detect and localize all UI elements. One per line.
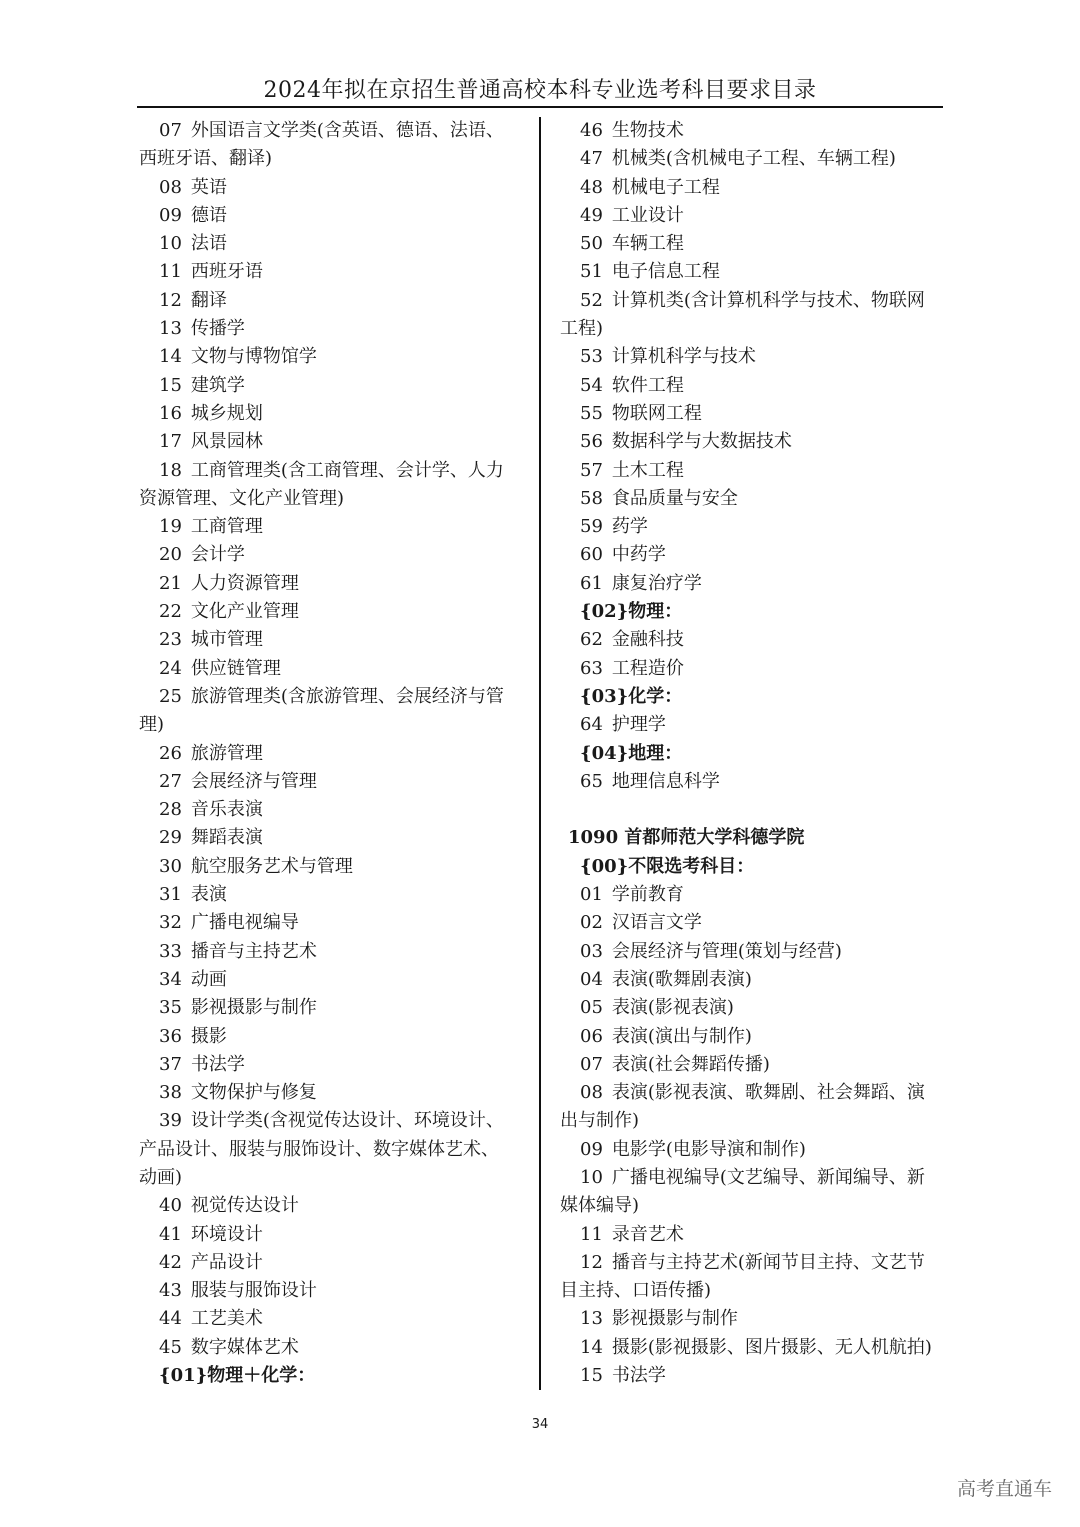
major-name: 地理信息科学 bbox=[611, 770, 720, 792]
major-item bbox=[560, 202, 944, 230]
major-name: 服装与服饰设计 bbox=[190, 1280, 317, 1302]
major-name: 文物与博物馆学 bbox=[190, 346, 317, 368]
major-name: 视觉传达设计 bbox=[190, 1195, 299, 1217]
major-code: 08 bbox=[580, 1082, 603, 1104]
major-name: 城乡规划 bbox=[190, 402, 263, 424]
major-code: 64 bbox=[580, 714, 603, 736]
major-item bbox=[560, 174, 944, 202]
major-name: 软件工程 bbox=[611, 374, 684, 396]
major-code: 53 bbox=[580, 346, 603, 368]
major-name: 旅游管理类(含旅游管理、会展经济与管 bbox=[190, 685, 504, 707]
institution-heading: 1090 首都师范大学科德学院 bbox=[568, 827, 805, 849]
major-name: 计算机类(含计算机科学与技术、物联网 bbox=[611, 289, 925, 311]
major-code: 19 bbox=[159, 516, 182, 538]
major-name: 人力资源管理 bbox=[190, 572, 299, 594]
major-item bbox=[139, 513, 527, 541]
major-code: 14 bbox=[580, 1336, 603, 1358]
major-code: 22 bbox=[159, 601, 182, 623]
major-name: 环境设计 bbox=[190, 1223, 263, 1245]
major-name: 会展经济与管理(策划与经营) bbox=[611, 940, 842, 962]
major-name: 电子信息工程 bbox=[611, 261, 720, 283]
major-code: 46 bbox=[580, 120, 603, 141]
major-name: 录音艺术 bbox=[611, 1223, 684, 1245]
major-item bbox=[560, 909, 944, 937]
major-code: 15 bbox=[580, 1365, 603, 1387]
major-name: 中药学 bbox=[611, 544, 666, 566]
major-item bbox=[560, 1136, 944, 1164]
major-code: 29 bbox=[159, 827, 182, 849]
major-code: 01 bbox=[580, 884, 603, 906]
major-code: 27 bbox=[159, 770, 182, 792]
major-item-continuation: 出与制作) bbox=[560, 1110, 640, 1132]
major-item bbox=[139, 1192, 527, 1220]
major-name: 数字媒体艺术 bbox=[190, 1336, 299, 1358]
major-item bbox=[139, 909, 527, 937]
major-code: 65 bbox=[580, 770, 603, 792]
major-code: 03 bbox=[580, 940, 603, 962]
major-code: 50 bbox=[580, 233, 603, 255]
major-name: 工商管理类(含工商管理、会计学、人力 bbox=[190, 459, 504, 481]
major-item bbox=[139, 428, 527, 456]
major-code: 14 bbox=[159, 346, 182, 368]
major-name: 物联网工程 bbox=[611, 402, 702, 424]
major-code: 61 bbox=[580, 572, 603, 594]
major-code: 23 bbox=[159, 629, 182, 651]
major-item bbox=[560, 541, 944, 569]
major-item bbox=[560, 485, 944, 513]
major-item bbox=[139, 287, 527, 315]
major-code: 11 bbox=[159, 261, 182, 283]
major-item bbox=[560, 881, 944, 909]
major-item-continuation: 西班牙语、翻译) bbox=[139, 148, 273, 170]
major-code: 33 bbox=[159, 940, 182, 962]
major-code: 36 bbox=[159, 1025, 182, 1047]
major-code: 15 bbox=[159, 374, 182, 396]
major-item bbox=[560, 1305, 944, 1333]
major-item bbox=[139, 655, 527, 683]
major-name: 会计学 bbox=[190, 544, 245, 566]
major-item bbox=[139, 400, 527, 428]
major-name: 翻译 bbox=[190, 289, 227, 311]
major-name: 影视摄影与制作 bbox=[611, 1308, 738, 1330]
major-name: 播音与主持艺术(新闻节目主持、文艺节 bbox=[611, 1251, 925, 1273]
major-item bbox=[139, 1305, 527, 1333]
major-name: 表演(社会舞蹈传播) bbox=[611, 1053, 770, 1075]
major-code: 24 bbox=[159, 657, 182, 679]
major-code: 13 bbox=[580, 1308, 603, 1330]
major-code: 40 bbox=[159, 1195, 182, 1217]
major-item bbox=[560, 1164, 944, 1192]
major-name: 生物技术 bbox=[611, 120, 684, 141]
major-item bbox=[139, 1249, 527, 1277]
major-code: 26 bbox=[159, 742, 182, 764]
major-code: 51 bbox=[580, 261, 603, 283]
major-code: 07 bbox=[580, 1053, 603, 1075]
major-item-continuation: 媒体编导) bbox=[560, 1195, 640, 1217]
major-item bbox=[139, 570, 527, 598]
major-code: 35 bbox=[159, 997, 182, 1019]
major-code: 52 bbox=[580, 289, 603, 311]
major-name: 英语 bbox=[190, 176, 227, 198]
major-item bbox=[139, 796, 527, 824]
major-name: 播音与主持艺术 bbox=[190, 940, 317, 962]
major-name: 西班牙语 bbox=[190, 261, 263, 283]
major-name: 车辆工程 bbox=[611, 233, 684, 255]
major-item bbox=[139, 881, 527, 909]
major-name: 机械电子工程 bbox=[611, 176, 720, 198]
major-item bbox=[139, 315, 527, 343]
major-item bbox=[560, 145, 944, 173]
left-column bbox=[139, 117, 527, 1390]
major-name: 康复治疗学 bbox=[611, 572, 702, 594]
subject-group-heading: {01}物理＋化学： bbox=[159, 1365, 316, 1387]
major-item bbox=[560, 768, 944, 796]
major-item-continuation: 目主持、口语传播) bbox=[560, 1280, 712, 1302]
major-item bbox=[560, 711, 944, 739]
major-name: 土木工程 bbox=[611, 459, 684, 481]
major-item bbox=[139, 117, 527, 145]
subject-group-heading: {04}地理： bbox=[580, 742, 683, 764]
major-item bbox=[139, 994, 527, 1022]
major-name: 传播学 bbox=[190, 318, 245, 340]
subject-group-heading: {02}物理： bbox=[580, 601, 683, 623]
major-name: 计算机科学与技术 bbox=[611, 346, 756, 368]
major-item bbox=[139, 1107, 527, 1135]
major-code: 47 bbox=[580, 148, 603, 170]
major-item bbox=[560, 1334, 944, 1362]
major-item bbox=[139, 853, 527, 881]
major-code: 56 bbox=[580, 431, 603, 453]
major-item bbox=[560, 343, 944, 371]
major-name: 书法学 bbox=[190, 1053, 245, 1075]
major-item bbox=[560, 428, 944, 456]
major-item bbox=[139, 258, 527, 286]
major-name: 表演(歌舞剧表演) bbox=[611, 968, 752, 990]
major-item bbox=[139, 1277, 527, 1305]
subject-group-heading: {00}不限选考科目： bbox=[580, 855, 755, 877]
major-code: 21 bbox=[159, 572, 182, 594]
major-name: 表演(影视表演) bbox=[611, 997, 734, 1019]
major-item bbox=[139, 1334, 527, 1362]
major-name: 表演(演出与制作) bbox=[611, 1025, 752, 1047]
major-code: 45 bbox=[159, 1336, 182, 1358]
major-item bbox=[560, 400, 944, 428]
major-item bbox=[560, 457, 944, 485]
major-name: 文化产业管理 bbox=[190, 601, 299, 623]
major-code: 12 bbox=[580, 1251, 603, 1273]
page-title: 2024年拟在京招生普通高校本科专业选考科目要求目录 bbox=[263, 78, 817, 103]
major-name: 文物保护与修复 bbox=[190, 1082, 317, 1104]
major-name: 广播电视编导(文艺编导、新闻编导、新 bbox=[611, 1166, 925, 1188]
major-item bbox=[139, 343, 527, 371]
major-item bbox=[139, 598, 527, 626]
major-item bbox=[560, 655, 944, 683]
major-name: 工程造价 bbox=[611, 657, 684, 679]
major-name: 建筑学 bbox=[190, 374, 245, 396]
major-code: 07 bbox=[159, 120, 182, 141]
major-item bbox=[139, 683, 527, 711]
major-item bbox=[560, 513, 944, 541]
major-name: 会展经济与管理 bbox=[190, 770, 317, 792]
major-code: 16 bbox=[159, 402, 182, 424]
major-name: 表演 bbox=[190, 884, 227, 906]
page-number: 34 bbox=[531, 1417, 549, 1432]
title-rule bbox=[137, 106, 943, 108]
major-item bbox=[560, 1221, 944, 1249]
major-item bbox=[560, 994, 944, 1022]
major-item bbox=[560, 966, 944, 994]
major-code: 57 bbox=[580, 459, 603, 481]
major-item bbox=[139, 1051, 527, 1079]
major-code: 02 bbox=[580, 912, 603, 934]
major-code: 42 bbox=[159, 1251, 182, 1273]
major-code: 17 bbox=[159, 431, 182, 453]
major-code: 10 bbox=[159, 233, 182, 255]
major-code: 09 bbox=[159, 204, 182, 226]
major-code: 13 bbox=[159, 318, 182, 340]
major-item bbox=[560, 626, 944, 654]
major-item bbox=[139, 938, 527, 966]
major-code: 04 bbox=[580, 968, 603, 990]
column-divider bbox=[539, 117, 541, 1390]
major-code: 58 bbox=[580, 487, 603, 509]
major-code: 37 bbox=[159, 1053, 182, 1075]
major-item bbox=[139, 768, 527, 796]
major-name: 影视摄影与制作 bbox=[190, 997, 317, 1019]
major-code: 18 bbox=[159, 459, 182, 481]
major-item bbox=[139, 457, 527, 485]
major-item-continuation: 工程) bbox=[560, 318, 604, 340]
major-name: 护理学 bbox=[611, 714, 666, 736]
major-name: 摄影 bbox=[190, 1025, 227, 1047]
major-item-continuation: 产品设计、服装与服饰设计、数字媒体艺术、 bbox=[139, 1138, 499, 1160]
major-item bbox=[560, 258, 944, 286]
subject-group-heading: {03}化学： bbox=[580, 685, 683, 707]
major-name: 电影学(电影导演和制作) bbox=[611, 1138, 806, 1160]
major-item bbox=[139, 230, 527, 258]
major-code: 39 bbox=[159, 1110, 182, 1132]
major-code: 34 bbox=[159, 968, 182, 990]
major-code: 48 bbox=[580, 176, 603, 198]
major-code: 25 bbox=[159, 685, 182, 707]
major-code: 30 bbox=[159, 855, 182, 877]
major-code: 49 bbox=[580, 204, 603, 226]
major-item bbox=[139, 202, 527, 230]
major-code: 59 bbox=[580, 516, 603, 538]
major-item-continuation: 资源管理、文化产业管理) bbox=[139, 487, 345, 509]
major-item bbox=[560, 117, 944, 145]
watermark: 高考直通车 bbox=[956, 1478, 1052, 1500]
major-code: 28 bbox=[159, 799, 182, 821]
major-item bbox=[139, 541, 527, 569]
major-item bbox=[139, 1079, 527, 1107]
major-code: 54 bbox=[580, 374, 603, 396]
major-code: 06 bbox=[580, 1025, 603, 1047]
right-column bbox=[560, 117, 944, 1390]
major-code: 60 bbox=[580, 544, 603, 566]
major-item bbox=[139, 740, 527, 768]
major-name: 供应链管理 bbox=[190, 657, 281, 679]
major-name: 航空服务艺术与管理 bbox=[190, 855, 353, 877]
major-item bbox=[560, 938, 944, 966]
major-code: 12 bbox=[159, 289, 182, 311]
major-item bbox=[560, 1079, 944, 1107]
major-code: 08 bbox=[159, 176, 182, 198]
major-item bbox=[560, 1362, 944, 1390]
major-name: 摄影(影视摄影、图片摄影、无人机航拍) bbox=[611, 1336, 932, 1358]
major-name: 风景园林 bbox=[190, 431, 263, 453]
major-name: 音乐表演 bbox=[190, 799, 263, 821]
major-item bbox=[560, 372, 944, 400]
major-item bbox=[560, 1051, 944, 1079]
major-name: 法语 bbox=[190, 233, 227, 255]
major-code: 31 bbox=[159, 884, 182, 906]
major-code: 62 bbox=[580, 629, 603, 651]
major-name: 数据科学与大数据技术 bbox=[611, 431, 792, 453]
major-code: 10 bbox=[580, 1166, 603, 1188]
major-code: 55 bbox=[580, 402, 603, 424]
major-item bbox=[560, 230, 944, 258]
major-name: 外国语言文学类(含英语、德语、法语、 bbox=[190, 120, 504, 141]
major-name: 学前教育 bbox=[611, 884, 684, 906]
major-code: 41 bbox=[159, 1223, 182, 1245]
major-name: 动画 bbox=[190, 968, 227, 990]
spacer bbox=[560, 796, 944, 824]
major-code: 43 bbox=[159, 1280, 182, 1302]
major-name: 食品质量与安全 bbox=[611, 487, 738, 509]
major-name: 机械类(含机械电子工程、车辆工程) bbox=[611, 148, 896, 170]
major-name: 药学 bbox=[611, 516, 648, 538]
major-item bbox=[560, 287, 944, 315]
major-item bbox=[139, 174, 527, 202]
major-name: 汉语言文学 bbox=[611, 912, 702, 934]
major-name: 广播电视编导 bbox=[190, 912, 299, 934]
major-item bbox=[560, 570, 944, 598]
major-code: 11 bbox=[580, 1223, 603, 1245]
major-name: 城市管理 bbox=[190, 629, 263, 651]
major-code: 32 bbox=[159, 912, 182, 934]
major-code: 44 bbox=[159, 1308, 182, 1330]
major-name: 旅游管理 bbox=[190, 742, 263, 764]
major-name: 设计学类(含视觉传达设计、环境设计、 bbox=[190, 1110, 504, 1132]
major-item bbox=[139, 372, 527, 400]
major-name: 工商管理 bbox=[190, 516, 263, 538]
major-name: 产品设计 bbox=[190, 1251, 263, 1273]
major-item bbox=[139, 626, 527, 654]
major-name: 工艺美术 bbox=[190, 1308, 263, 1330]
major-item bbox=[139, 824, 527, 852]
major-name: 工业设计 bbox=[611, 204, 684, 226]
major-item bbox=[139, 966, 527, 994]
major-code: 38 bbox=[159, 1082, 182, 1104]
major-item bbox=[139, 1023, 527, 1051]
major-code: 09 bbox=[580, 1138, 603, 1160]
major-name: 表演(影视表演、歌舞剧、社会舞蹈、演 bbox=[611, 1082, 925, 1104]
major-name: 金融科技 bbox=[611, 629, 684, 651]
major-item-continuation: 动画) bbox=[139, 1166, 183, 1188]
major-item-continuation: 理) bbox=[139, 714, 165, 736]
major-name: 书法学 bbox=[611, 1365, 666, 1387]
major-name: 德语 bbox=[190, 204, 227, 226]
major-item bbox=[560, 1023, 944, 1051]
major-name: 舞蹈表演 bbox=[190, 827, 263, 849]
major-item bbox=[560, 1249, 944, 1277]
major-code: 20 bbox=[159, 544, 182, 566]
major-item bbox=[139, 1221, 527, 1249]
major-code: 05 bbox=[580, 997, 603, 1019]
major-code: 63 bbox=[580, 657, 603, 679]
